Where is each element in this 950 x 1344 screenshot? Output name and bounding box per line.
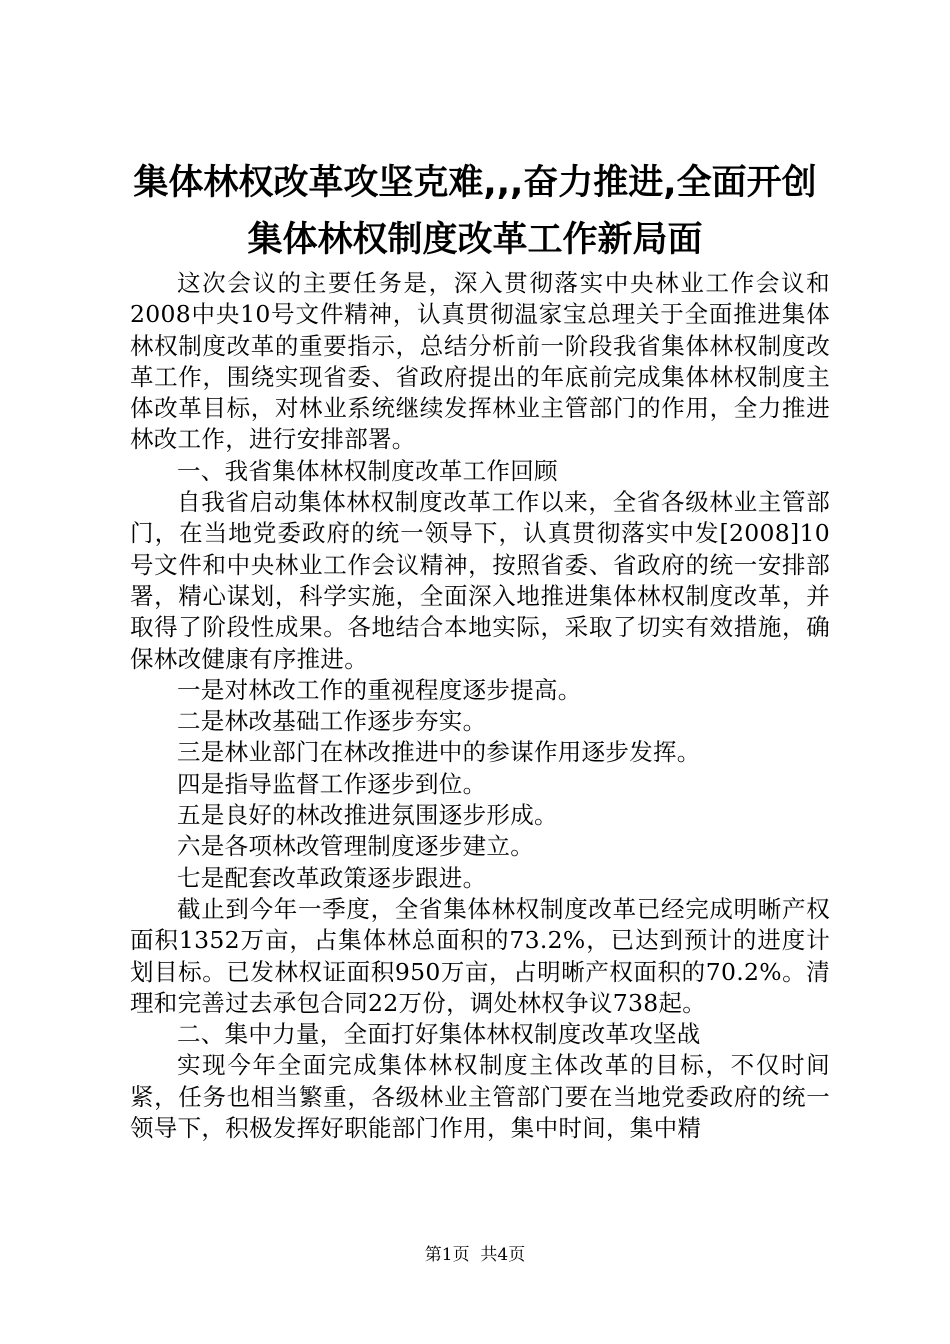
page-footer	[0, 1244, 950, 1266]
paragraph-tasks: 实现今年全面完成集体林权制度主体改革的目标，不仅时间紧，任务也相当繁重，各级林业主管部门要在当地党委政府的统一领导下，积极发挥好职能部门作用，集中时间，集中精	[130, 1051, 830, 1143]
list-item-5: 五是良好的林改推进氛围逐步形成。	[177, 801, 558, 830]
list-item-7: 七是配套改革政策逐步跟进。	[177, 863, 487, 892]
page-total: 共4页	[480, 1245, 526, 1265]
paragraph-review: 自我省启动集体林权制度改革工作以来，全省各级林业主管部门，在当地党委政府的统一领导下，认真贯彻落实中发[2008]10号文件和中央林业工作会议精神，按照省委、省政府的统一安排部署，精心谋划，科学实施，全面深入地推进集体林权制度改革，并取得了阶段性成果。各地结合本地实际，采取了切实有效措施，确保林改健康有序推进。	[130, 488, 830, 673]
section-heading-2: 二、集中力量，全面打好集体林权制度改革攻坚战	[177, 1020, 701, 1049]
section-heading-1: 一、我省集体林权制度改革工作回顾	[177, 456, 558, 485]
document-body	[130, 268, 830, 1144]
paragraph-statistics: 截止到今年一季度，全省集体林权制度改革已经完成明晰产权面积1352万亩，占集体林总面积的73.2%，已达到预计的进度计划目标。已发林权证面积950万亩，占明晰产权面积的70.2%。清理和完善过去承包合同22万份，调处林权争议738起。	[130, 894, 830, 1017]
document-title-line-2: 集体林权制度改革工作新局面	[247, 220, 703, 260]
list-item-6: 六是各项林改管理制度逐步建立。	[177, 832, 534, 861]
list-item-1: 一是对林改工作的重视程度逐步提高。	[177, 675, 582, 704]
list-item-3: 三是林业部门在林改推进中的参谋作用逐步发挥。	[177, 738, 701, 767]
list-item-4: 四是指导监督工作逐步到位。	[177, 769, 487, 798]
document-title-line-1: 集体林权改革攻坚克难,,,奋力推进,全面开创	[133, 163, 817, 203]
page-number: 第1页	[424, 1245, 470, 1265]
footer-spacer	[470, 1245, 481, 1265]
list-item-2: 二是林改基础工作逐步夯实。	[177, 707, 487, 736]
paragraph-intro: 这次会议的主要任务是，深入贯彻落实中央林业工作会议和2008中央10号文件精神，认真贯彻温家宝总理关于全面推进集体林权制度改革的重要指示，总结分析前一阶段我省集体林权制度改革工作，围绕实现省委、省政府提出的年底前完成集体林权制度主体改革目标，对林业系统继续发挥林业主管部门的作用，全力推进林改工作，进行安排部署。	[130, 269, 830, 454]
